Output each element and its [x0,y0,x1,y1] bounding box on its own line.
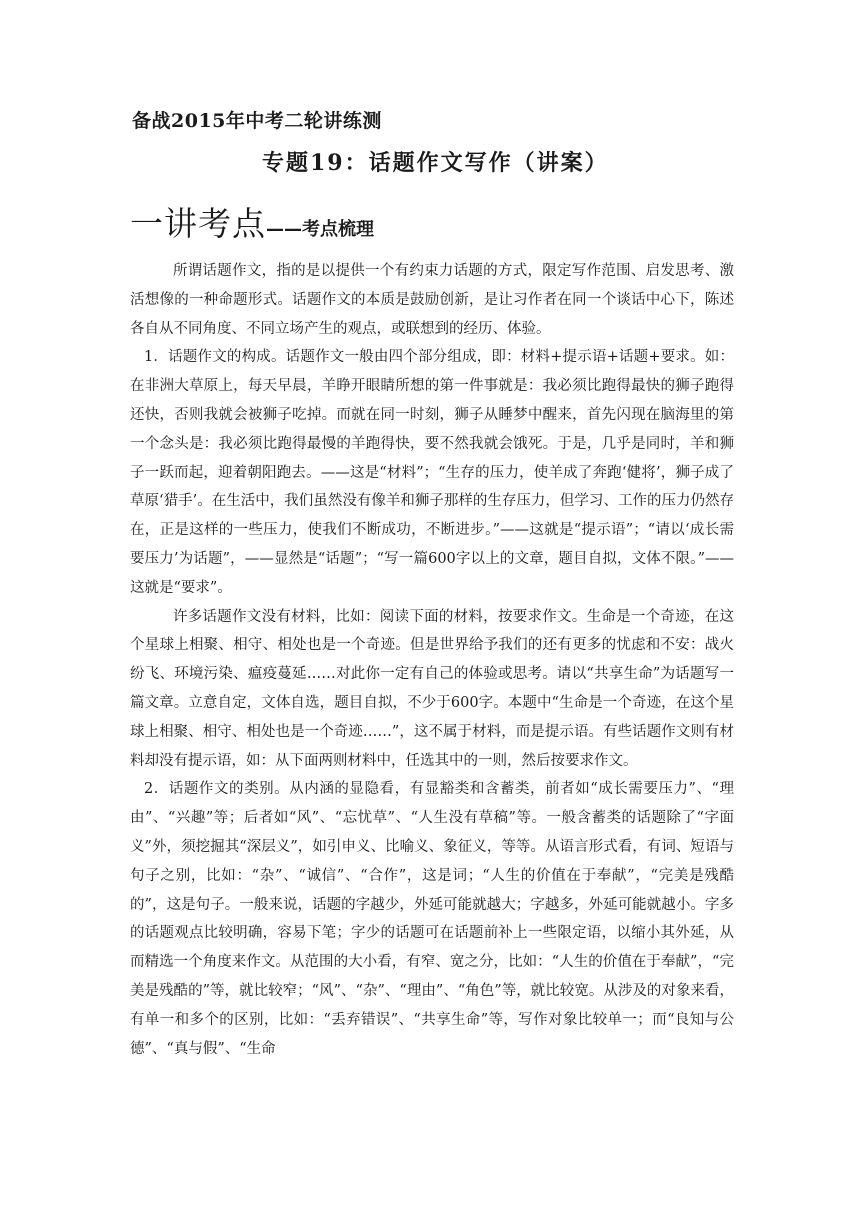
paragraph-composition: 1．话题作文的构成。话题作文一般由四个部分组成，即：材料+提示语+话题+要求。如：在非洲大草原上，每天早晨，羊睁开眼睛所想的第一件事就是：我必须比跑得最快的狮子跑得还快，否则我就会被狮子吃掉。而就在同一时刻，狮子从睡梦中醒来，首先闪现在脑海里的第一个念头是：我必须比跑得最慢的羊跑得快，要不然我就会饿死。于是，几乎是同时，羊和狮子一跃而起，迎着朝阳跑去。——这是“材料”；“生存的压力，使羊成了奔跑‘健将’，狮子成了草原‘猎手’。在生活中，我们虽然没有像羊和狮子那样的生存压力，但学习、工作的压力仍然存在，正是这样的一些压力，使我们不断成功，不断进步。”——这就是“提示语”；“请以‘成长需要压力’为话题”，——显然是“话题”；“写一篇600字以上的文章，题目自拟，文体不限。”——这就是“要求”。 [130,349,734,596]
topic-title: 专题19：话题作文写作（讲案） [262,150,609,176]
section-heading [130,198,374,245]
paragraph-categories: 2．话题作文的类别。从内涵的显隐看，有显豁类和含蓄类，前者如“成长需要压力”、“理由”、“兴趣”等；后者如“风”、“忘忧草”、“人生没有草稿”等。一般含蓄类的话题除了“字面义”外，须挖掘其“深层义”，如引申义、比喻义、象征义，等等。从语言形式看，有词、短语与句子之别，比如：“杂”、“诚信”、“合作”，这是词；“人生的价值在于奉献”，“完美是残酷的”，这是句子。一般来说，话题的字越少，外延可能就越大；字越多，外延可能就越小。字多的话题观点比较明确，容易下笔；字少的话题可在话题前补上一些限定语，以缩小其外延，从而精选一个角度来作文。从范围的大小看，有窄、宽之分，比如：“人生的价值在于奉献”，“完美是残酷的”等，就比较窄；“风”、“杂”、“理由”、“角色”等，就比较宽。从涉及的对象来看，有单一和多个的区别，比如：“丢弃错误”、“共享生命”等，写作对象比较单一；而“良知与公德”、“真与假”、“生命 [130,781,734,1057]
section-heading-main: 一讲考点 [130,204,266,243]
series-title: 备战2015年中考二轮讲练测 [132,110,382,132]
section-heading-sub: ——考点梳理 [266,219,374,240]
paragraph-no-material: 许多话题作文没有材料，比如：阅读下面的材料，按要求作文。生命是一个奇迹，在这个星球上相聚、相守、相处也是一个奇迹。但是世界给予我们的还有更多的忧虑和不安：战火纷飞、环境污染、瘟疫蔓延……对此你一定有自己的体验或思考。请以“共享生命”为话题写一篇文章。立意自定，文体自选，题目自拟，不少于600字。本题中“生命是一个奇迹，在这个星球上相聚、相守、相处也是一个奇迹……”，这不属于材料，而是提示语。有些话题作文则有材料却没有提示语，如：从下面两则材料中，任选其中的一则，然后按要求作文。 [130,608,734,769]
body-text [130,257,734,1063]
paragraph-intro: 所谓话题作文，指的是以提供一个有约束力话题的方式，限定写作范围、启发思考、激活想像的一种命题形式。话题作文的本质是鼓励创新，是让习作者在同一个谈话中心下，陈述各自从不同角度、不同立场产生的观点，或联想到的经历、体验。 [130,263,734,337]
